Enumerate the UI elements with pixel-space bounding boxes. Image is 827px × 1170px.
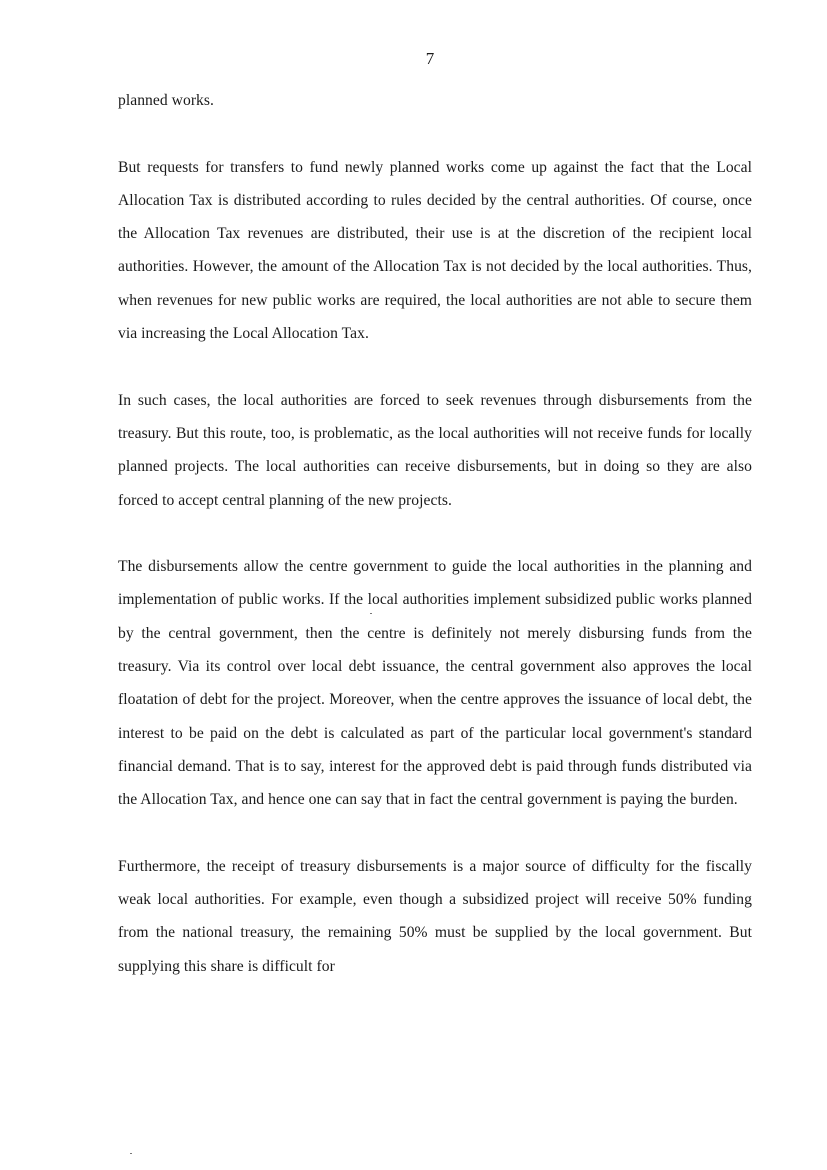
document-body — [118, 84, 752, 1016]
paragraph-fiscal-difficulty: Furthermore, the receipt of treasury disbursements is a major source of difficulty for the fiscally weak local authorities. For example, even though a subsidized project will receive 50% funding from the national treasury, the remaining 50% must be supplied by the local government. But supplying this share is difficult for — [118, 857, 752, 975]
scan-speck — [130, 1153, 132, 1154]
paragraph-central-guidance: The disbursements allow the centre government to guide the local authorities in the planning and implementation of public works. If the local authorities implement subsidized public works planned by the central government, then the centre is definitely not merely disbursing funds from the treasury. Via its control over local debt issuance, the central government also approves the local floatation of debt for the project. Moreover, when the centre approves the issuance of local debt, the interest to be paid on the debt is calculated as part of the particular local government's standard financial demand. That is to say, interest for the approved debt is paid through funds distributed via the Allocation Tax, and hence one can say that in fact the central government is paying the burden. — [118, 558, 752, 809]
paragraph-continuation: planned works. — [118, 92, 214, 109]
scan-speck — [370, 613, 372, 614]
paragraph-treasury-disbursements: In such cases, the local authorities are forced to seek revenues through disbursements from the treasury. But this route, too, is problematic, as the local authorities will not receive funds for locally planned projects. The local authorities can receive disbursements, but in doing so they are also forced to accept central planning of the new projects. — [118, 391, 752, 509]
page-number: 7 — [425, 49, 435, 68]
paragraph-allocation-tax: But requests for transfers to fund newly planned works come up against the fact that the Local Allocation Tax is distributed according to rules decided by the central authorities. Of course, once the Allocation Tax revenues are distributed, their use is at the discretion of the recipient local authorities. However, the amount of the Allocation Tax is not decided by the local authorities. Thus, when revenues for new public works are required, the local authorities are not able to secure them via increasing the Local Allocation Tax. — [118, 158, 752, 343]
